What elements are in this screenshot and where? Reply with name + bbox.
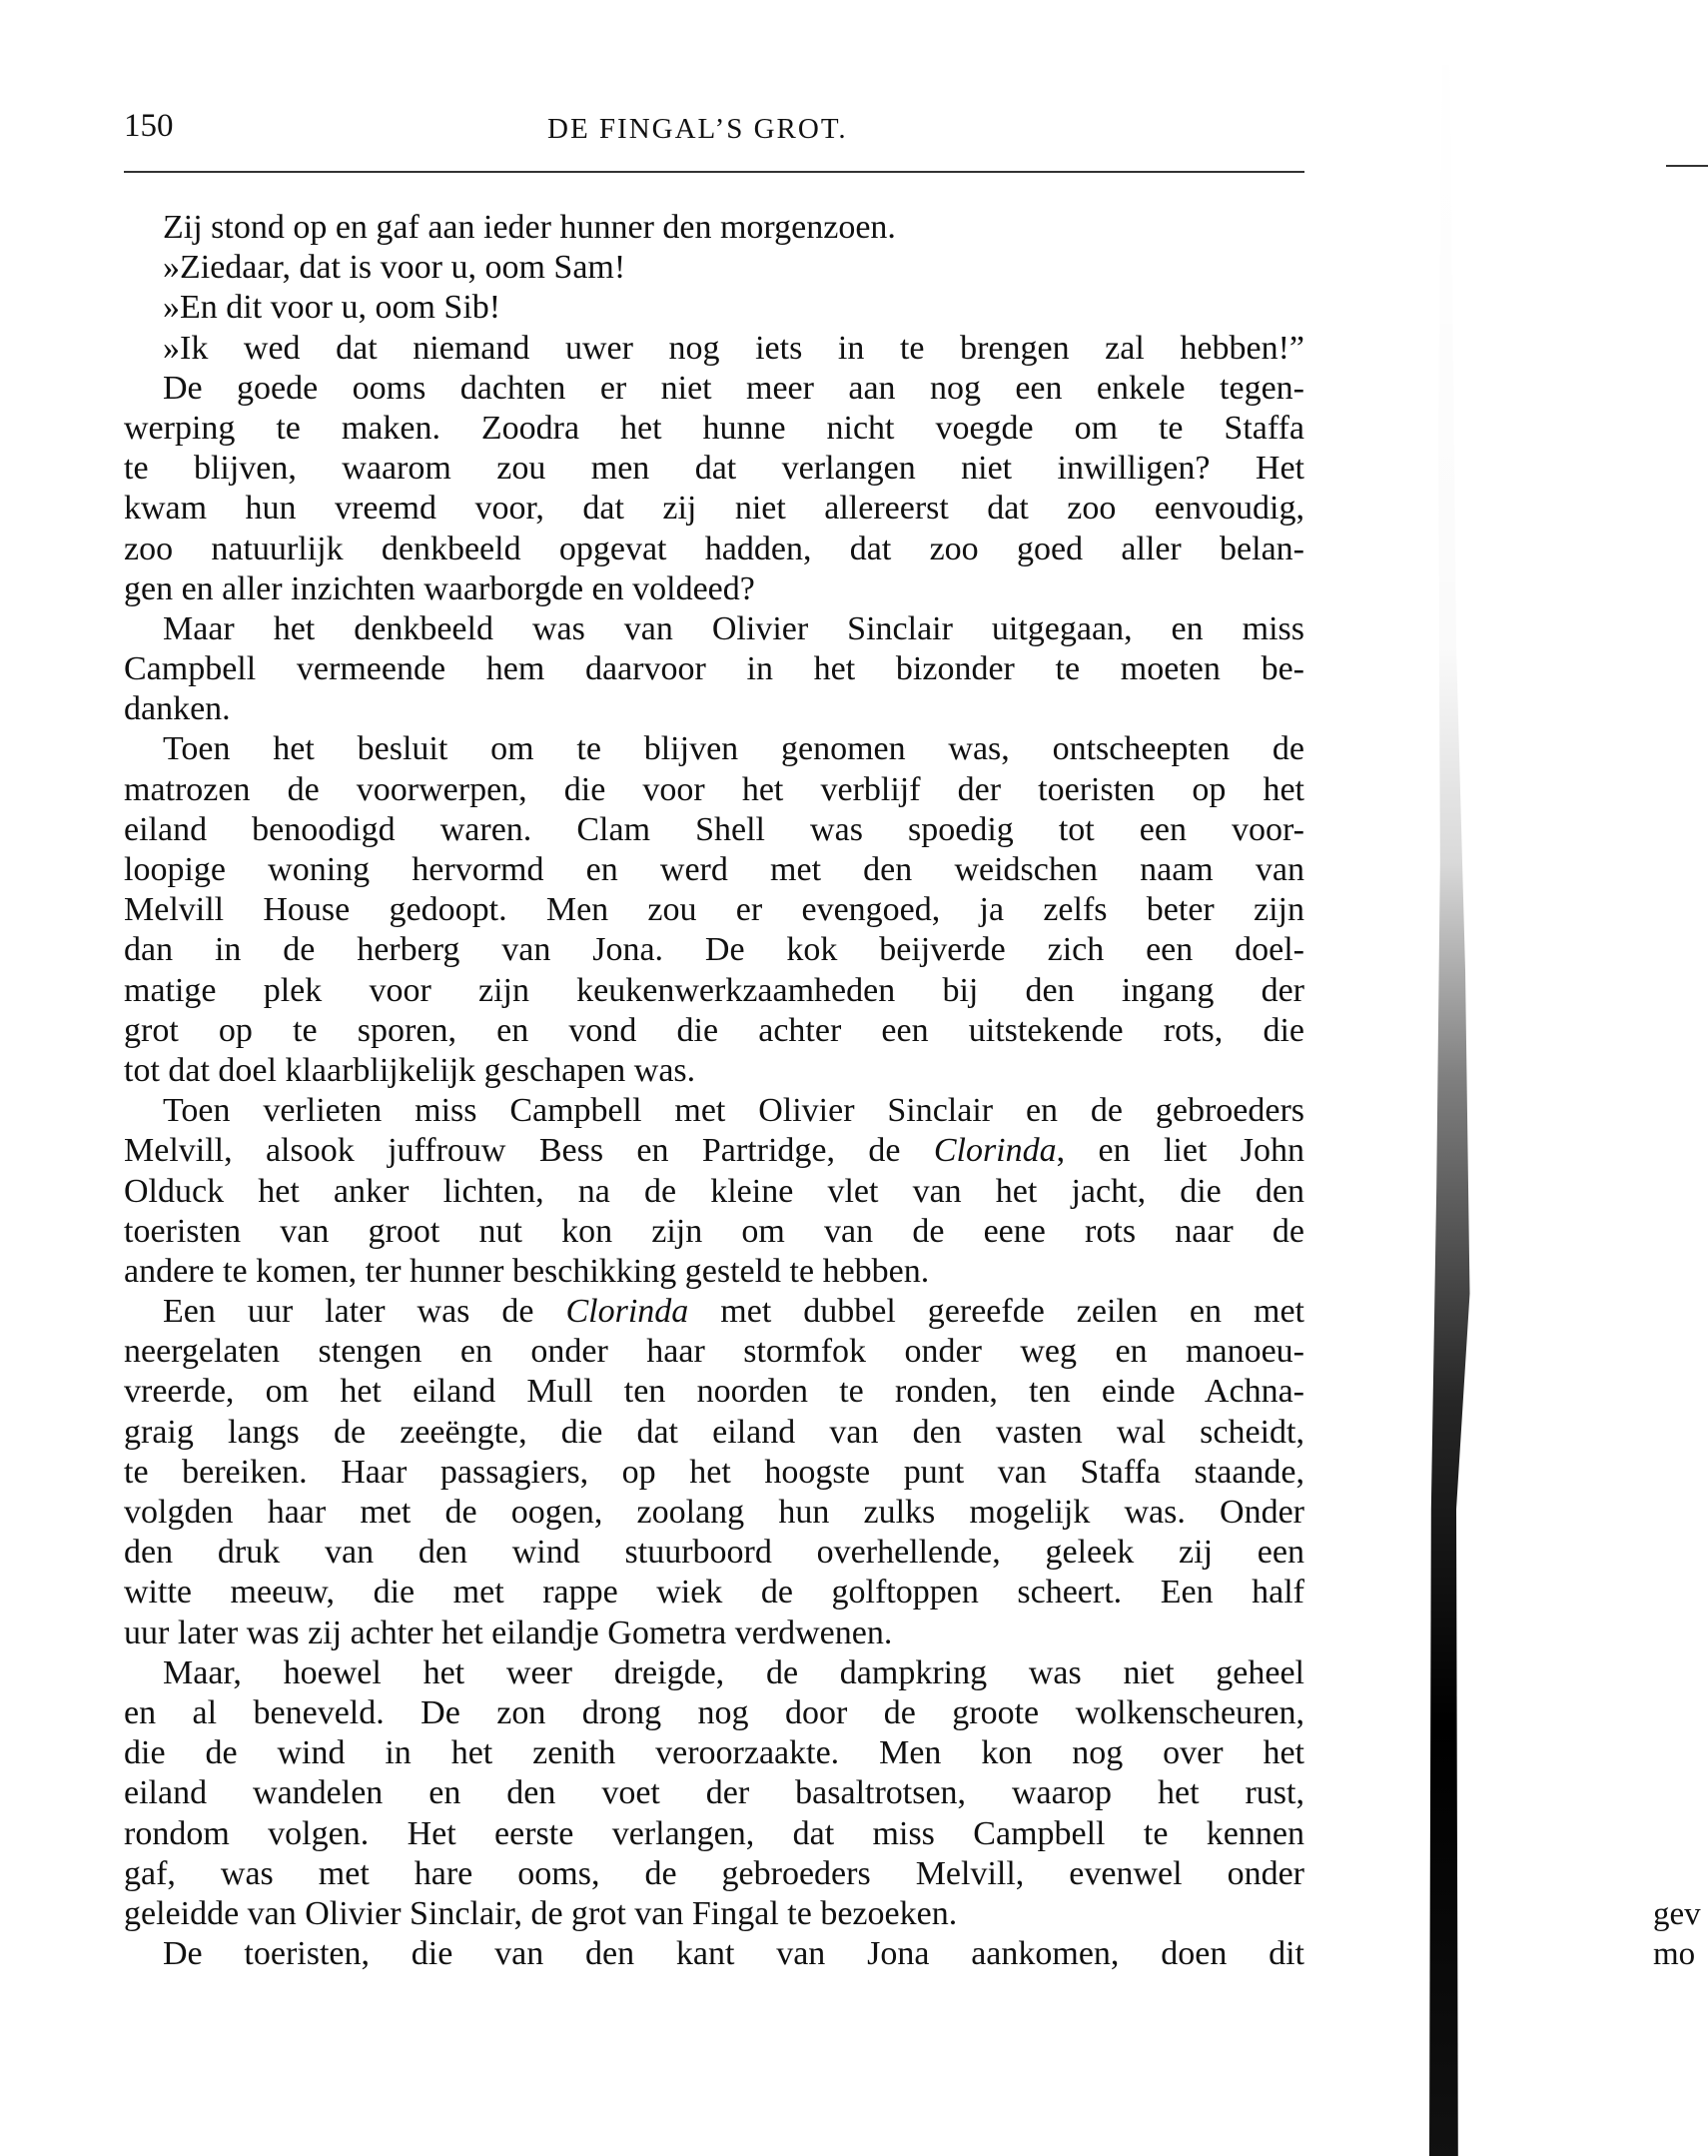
text-line [124,1653,1304,1693]
text-run: neergelaten stengen en onder haar stormfok onder weg en manoeu- [124,1333,1304,1371]
body-text [124,208,1304,1974]
text-line [124,288,1304,328]
text-run: loopige woning hervormd en werd met den weidschen naam van [124,851,1304,888]
running-title: DE FINGAL’S GROT. [547,113,848,145]
text-run: graig langs de zeeëngte, die dat eiland van den vasten wal scheidt, [124,1413,1304,1451]
text-line [124,1614,1304,1653]
text-line [124,1372,1304,1412]
text-line [124,1493,1304,1533]
text-run: Melvill House gedoopt. Men zou er evengoed, ja zelfs beter zijn [124,891,1304,929]
text-line [124,1212,1304,1252]
text-line [124,729,1304,769]
text-run: Een uur later was de [163,1293,566,1331]
text-line [124,1733,1304,1773]
text-line [124,930,1304,970]
text-run: eiland benoodigd waren. Clam Shell was spoedig tot een voor- [124,810,1304,848]
text-line [124,609,1304,649]
text-run: De goede ooms dachten er niet meer aan nog een enkele tegen- [163,369,1304,407]
text-line [124,971,1304,1011]
text-run: die de wind in het zenith veroorzaakte. Men kon nog over het [124,1734,1304,1772]
text-run: witte meeuw, die met rappe wiek de golftoppen scheert. Een half [124,1574,1304,1612]
text-line [124,850,1304,890]
text-line [124,1252,1304,1292]
text-line [124,1172,1304,1212]
text-line [124,770,1304,810]
text-line [124,1773,1304,1813]
text-line [124,1814,1304,1854]
text-line [124,810,1304,850]
next-page-fragment: mo [1653,1936,1696,1972]
page-number: 150 [124,108,174,144]
text-line [124,329,1304,369]
text-run: werping te maken. Zoodra het hunne nicht voegde om te Staffa [124,409,1304,447]
text-run: volgden haar met de oogen, zoolang hun zulks mogelijk was. Onder [124,1494,1304,1531]
text-line [124,890,1304,930]
text-line [124,1413,1304,1453]
text-run: grot op te sporen, en vond die achter een uitstekende rots, die [124,1011,1304,1049]
text-run: danken. [124,690,231,728]
text-run: , en liet John [1056,1132,1304,1170]
text-run: Maar, hoewel het weer dreigde, de dampkring was niet geheel [163,1653,1304,1691]
text-run: »En dit voor u, oom Sib! [163,289,501,327]
header-rule [124,171,1304,173]
scan-gutter-shadow [1393,0,1483,2156]
text-line [124,1693,1304,1733]
text-line [124,208,1304,248]
text-run: toeristen van groot nut kon zijn om van de eene rots naar de [124,1212,1304,1250]
text-run: gen en aller inzichten waarborgde en voldeed? [124,569,755,607]
text-run: »Ik wed dat niemand uwer nog iets in te brengen zal hebben!” [163,329,1304,367]
text-line [124,569,1304,609]
text-run: Olduck het anker lichten, na de kleine vlet van het jacht, die den [124,1172,1304,1210]
text-run: Toen verlieten miss Campbell met Olivier Sinclair en de gebroeders [163,1092,1304,1130]
text-line [124,489,1304,529]
text-run: met dubbel gereefde zeilen en met [688,1293,1304,1331]
text-line [124,1051,1304,1091]
text-line [124,1453,1304,1493]
text-line [124,1533,1304,1573]
text-run: eiland wandelen en den voet der basaltrotsen, waarop het rust, [124,1774,1304,1812]
text-line [124,409,1304,449]
text-run: den druk van den wind stuurboord overhellende, geleek zij een [124,1534,1304,1572]
text-run: De toeristen, die van den kant van Jona aankomen, doen dit [163,1935,1304,1973]
text-line [124,1332,1304,1372]
text-run: Melvill, alsook juffrouw Bess en Partridge, de [124,1132,934,1170]
text-run: zoo natuurlijk denkbeeld opgevat hadden, dat zoo goed aller belan- [124,530,1304,567]
text-line [124,1854,1304,1894]
text-run: vreerde, om het eiland Mull ten noorden te ronden, ten einde Achna- [124,1373,1304,1411]
next-page-header-rule [1666,165,1708,167]
text-run: geleidde van Olivier Sinclair, de grot van Fingal te bezoeken. [124,1894,958,1932]
text-line [124,1934,1304,1974]
text-run: Zij stond op en gaf aan ieder hunner den morgenzoen. [163,209,896,246]
next-page-fragment: gev [1653,1896,1701,1932]
text-line [124,649,1304,689]
text-line [124,530,1304,569]
text-run: »Ziedaar, dat is voor u, oom Sam! [163,249,626,287]
text-run: Toen het besluit om te blijven genomen was, ontscheepten de [163,730,1304,768]
text-line [124,369,1304,409]
text-run: rondom volgen. Het eerste verlangen, dat miss Campbell te kennen [124,1814,1304,1852]
text-run: gaf, was met hare ooms, de gebroeders Melvill, evenwel onder [124,1854,1304,1892]
text-line [124,1292,1304,1332]
text-run: te blijven, waarom zou men dat verlangen niet inwilligen? Het [124,450,1304,488]
text-run: Campbell vermeende hem daarvoor in het bizonder te moeten be- [124,650,1304,688]
text-line [124,248,1304,288]
text-run: dan in de herberg van Jona. De kok beijverde zich een doel- [124,931,1304,969]
text-run: uur later was zij achter het eilandje Gometra verdwenen. [124,1614,893,1651]
text-run: te bereiken. Haar passagiers, op het hoogste punt van Staffa staande, [124,1453,1304,1491]
text-line [124,449,1304,489]
text-line [124,1573,1304,1613]
text-line [124,1011,1304,1051]
text-run: en al beneveld. De zon drong nog door de groote wolkenscheuren, [124,1693,1304,1731]
italic-ship-name: Clorinda [565,1293,689,1331]
text-line [124,1131,1304,1171]
text-line [124,1894,1304,1934]
text-run: tot dat doel klaarblijkelijk geschapen was. [124,1051,696,1089]
text-run: kwam hun vreemd voor, dat zij niet allereerst dat zoo eenvoudig, [124,490,1304,528]
text-run: matrozen de voorwerpen, die voor het verblijf der toeristen op het [124,770,1304,808]
text-run: andere te komen, ter hunner beschikking gesteld te hebben. [124,1252,930,1290]
text-line [124,1091,1304,1131]
text-run: matige plek voor zijn keukenwerkzaamheden bij den ingang der [124,971,1304,1009]
italic-ship-name: Clorinda [933,1132,1057,1170]
text-line [124,689,1304,729]
text-run: Maar het denkbeeld was van Olivier Sinclair uitgegaan, en miss [163,609,1304,647]
